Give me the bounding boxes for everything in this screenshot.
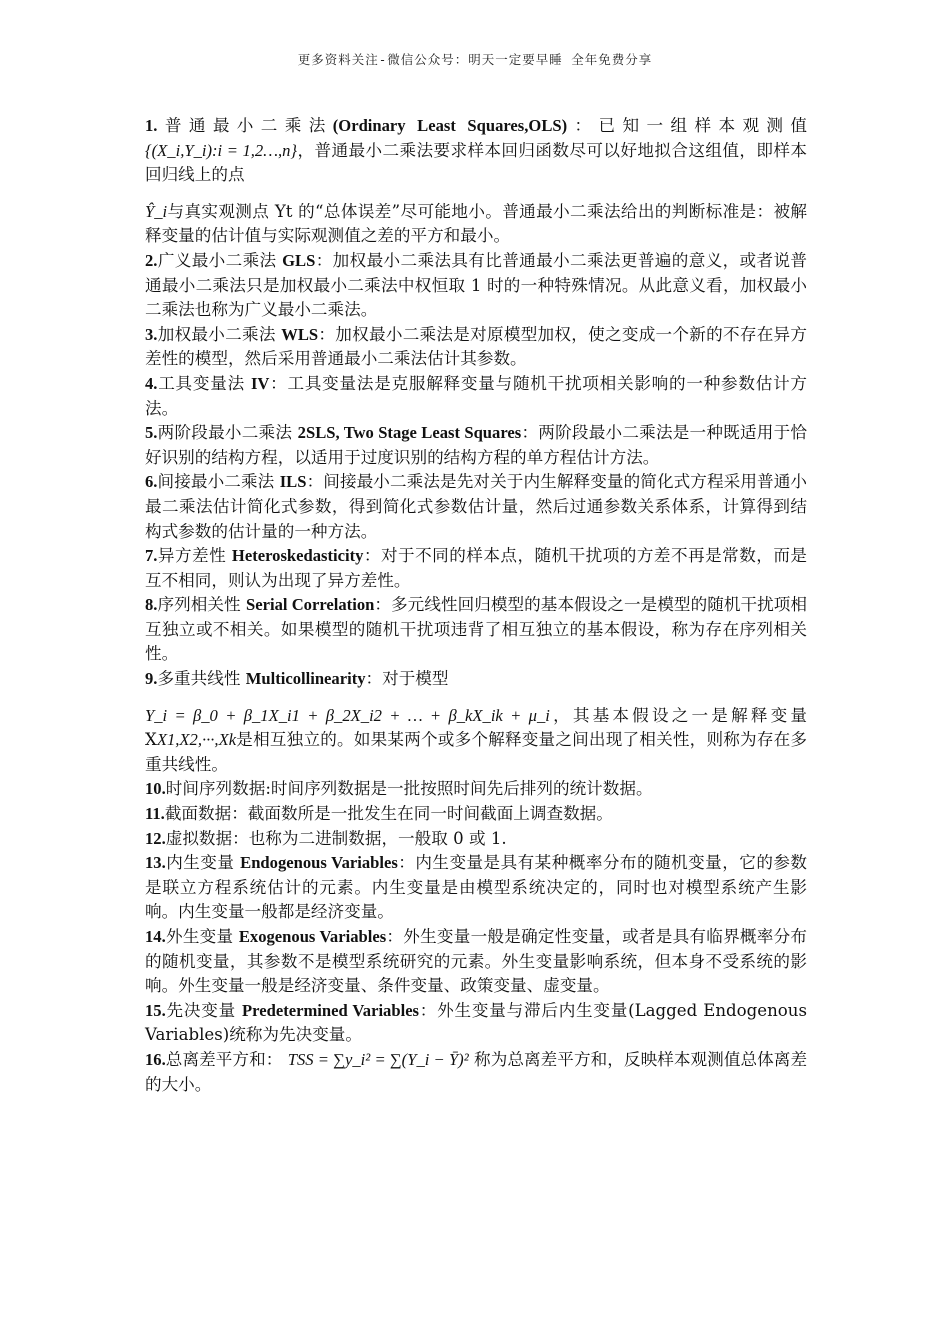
entry-english-term: Serial Correlation (246, 595, 375, 615)
entry-number: 6. (145, 472, 158, 492)
entry-1 (145, 114, 807, 188)
entry-number: 4. (145, 373, 158, 393)
entry-number: 8. (145, 595, 158, 615)
entry-title: 时间序列数据 (165, 779, 266, 799)
formula-variable-list: X1,X2,···,Xk (156, 730, 237, 750)
entry-number: 2. (145, 250, 158, 270)
entry-text: ：加权最小二乘法是对原模型加权，使之变成一个新的不存在异方差性的模型，然后采用普通最小二乘法估计其参数。 (145, 324, 808, 369)
entry-text: :时间序列数据是一批按照时间先后排列的统计数据。 (265, 779, 653, 799)
entry-english-term: Exogenous Variables (238, 927, 387, 946)
entry-title: 总离差平方和 (165, 1049, 266, 1069)
entry-title: 广义最小二乘法 (157, 250, 277, 270)
entry-title: 先决变量 (165, 1000, 236, 1020)
entry-english-term: (Ordinary Least Squares,OLS) (332, 116, 568, 135)
entry-english-term: Multicollinearity (245, 669, 366, 689)
entry-number: 7. (145, 546, 158, 566)
entry-14 (145, 925, 807, 999)
entry-number: 10. (145, 779, 166, 799)
entry-number: 5. (145, 423, 158, 443)
entry-4 (145, 372, 807, 421)
entry-text: ：外生变量一般是确定性变量，或者是具有临界概率分布的随机变量，其参数不是模型系统研究的元素。外生变量影响系统，但本身不受系统的影响。外生变量一般是经济变量、条件变量、政策变量、虚变量。 (145, 927, 808, 996)
entry-title: 虚拟数据 (165, 828, 233, 848)
entry-text: ：间接最小二乘法是先对关于内生解释变量的简化式方程采用普通小最二乘法估计简化式参数，得到简化式参数估计量，然后过通参数关系体系，计算得到结构式参数的估计量的一种方法。 (145, 472, 808, 541)
entry-title: 截面数据 (164, 804, 232, 824)
entry-12 (145, 827, 807, 852)
entry-text: ，普通最小二乘法要求样本回归函数尽可以好地拟合这组值，即样本回归线上的点 (145, 140, 808, 185)
entry-english-term: WLS (281, 324, 319, 344)
entry-6 (145, 470, 807, 544)
entry-english-term: Predetermined Variables (242, 1000, 420, 1020)
entry-1-continued (145, 200, 807, 249)
entry-number: 12. (145, 828, 166, 848)
entry-title: 间接最小二乘法 (157, 472, 275, 492)
entry-text: ：加权最小二乘法具有比普通最小二乘法更普遍的意义，或者说普通最小二乘法只是加权最小二乘法中权恒取 1 时的一种特殊情况。从此意义看，加权最小二乘法也称为广义最小二乘法。 (145, 250, 808, 320)
entry-15 (145, 999, 807, 1048)
entry-text: ：两阶段最小二乘法是一种既适用于恰好识别的结构方程，以适用于过度识别的结构方程的单方程估计方法。 (145, 423, 808, 467)
entry-text: ： (265, 1049, 283, 1069)
entry-9-continued (145, 704, 807, 778)
document-body (145, 114, 807, 1097)
entry-number: 13. (145, 853, 166, 873)
formula-total-sum-of-squares: TSS = ∑y_i² = ∑(Y_i − Ȳ)² (287, 1049, 469, 1069)
entry-title: 内生变量 (165, 853, 235, 873)
entry-16 (145, 1048, 807, 1097)
entry-text: ：多元线性回归模型的基本假设之一是模型的随机干扰项相互独立或不相关。如果模型的随机干扰项违背了相互独立的基本假设，称为存在序列相关性。 (145, 595, 808, 664)
entry-11 (145, 802, 807, 827)
entry-title: 多重共线性 (157, 669, 241, 689)
entry-text: ：截面数所是一批发生在同一时间截面上调查数据。 (231, 804, 613, 824)
entry-text: ：也称为二进制数据，一般取 0 或 1. (232, 828, 507, 848)
entry-english-term: IV (250, 373, 270, 393)
entry-10 (145, 777, 807, 802)
entry-13 (145, 851, 807, 925)
entry-number: 1. (145, 116, 158, 135)
entry-2 (145, 249, 807, 323)
entry-text: 与真实观测点 Yt 的“总体误差”尽可能地小。普通最小二乘法给出的判断标准是：被解释变量的估计值与实际观测值之差的平方和最小。 (145, 201, 807, 246)
entry-text: ，其基本假设之一是解释变量 X (145, 705, 807, 750)
entry-title: 工具变量法 (157, 373, 245, 393)
entry-text: ：对于不同的样本点，随机干扰项的方差不再是常数，而是互不相同，则认为出现了异方差性。 (145, 546, 808, 590)
formula-fitted-value: Ŷ_i (145, 201, 168, 221)
entry-text: ：已知一组样本观测值 (567, 116, 808, 135)
entry-title: 序列相关性 (157, 595, 241, 615)
entry-number: 14. (145, 927, 166, 946)
formula-sample-set: {(X_i,Y_i):i = 1,2…,n} (145, 140, 298, 160)
entry-5 (145, 421, 807, 470)
entry-english-term: ILS (279, 472, 307, 492)
entry-english-term: Endogenous Variables (240, 853, 398, 873)
entry-english-term: Heteroskedasticity (231, 546, 364, 566)
entry-title: 普通最小二乘法 (157, 116, 333, 135)
entry-english-term: 2SLS, Two Stage Least Squares (297, 423, 522, 443)
entry-text: ：外生变量与滞后内生变量(Lagged Endogenous Variables)统称为先决变量。 (145, 1000, 807, 1045)
entry-number: 16. (145, 1049, 166, 1069)
entry-text: 称为总离差平方和，反映样本观测值总体离差的大小。 (145, 1049, 808, 1094)
entry-title: 两阶段最小二乘法 (157, 423, 293, 443)
entry-number: 3. (145, 324, 158, 344)
entry-9 (145, 667, 807, 692)
entry-number: 15. (145, 1000, 166, 1020)
entry-text: ：工具变量法是克服解释变量与随机干扰项相关影响的一种参数估计方法。 (145, 373, 808, 418)
entry-8 (145, 593, 807, 667)
formula-regression-model: Y_i = β_0 + β_1X_i1 + β_2X_i2 + … + β_kX_ik + μ_i (145, 705, 550, 725)
entry-text: 是相互独立的。如果某两个或多个解释变量之间出现了相关性，则称为存在多重共线性。 (145, 730, 807, 774)
entry-text: ：内生变量是具有某种概率分布的随机变量，它的参数是联立方程系统估计的元素。内生变量是由模型系统决定的，同时也对模型系统产生影响。内生变量一般都是经济变量。 (145, 853, 808, 922)
entry-english-term: GLS (282, 250, 316, 270)
entry-3 (145, 323, 807, 372)
entry-title: 外生变量 (165, 927, 234, 946)
entry-title: 异方差性 (157, 546, 227, 566)
entry-7 (145, 544, 807, 593)
entry-number: 9. (145, 669, 158, 689)
page-header-banner: 更多资料关注-微信公众号：明天一定要早睡 全年免费分享 (297, 52, 653, 67)
entry-title: 加权最小二乘法 (157, 324, 276, 344)
entry-number: 11. (145, 804, 165, 824)
entry-text: ：对于模型 (365, 669, 449, 689)
